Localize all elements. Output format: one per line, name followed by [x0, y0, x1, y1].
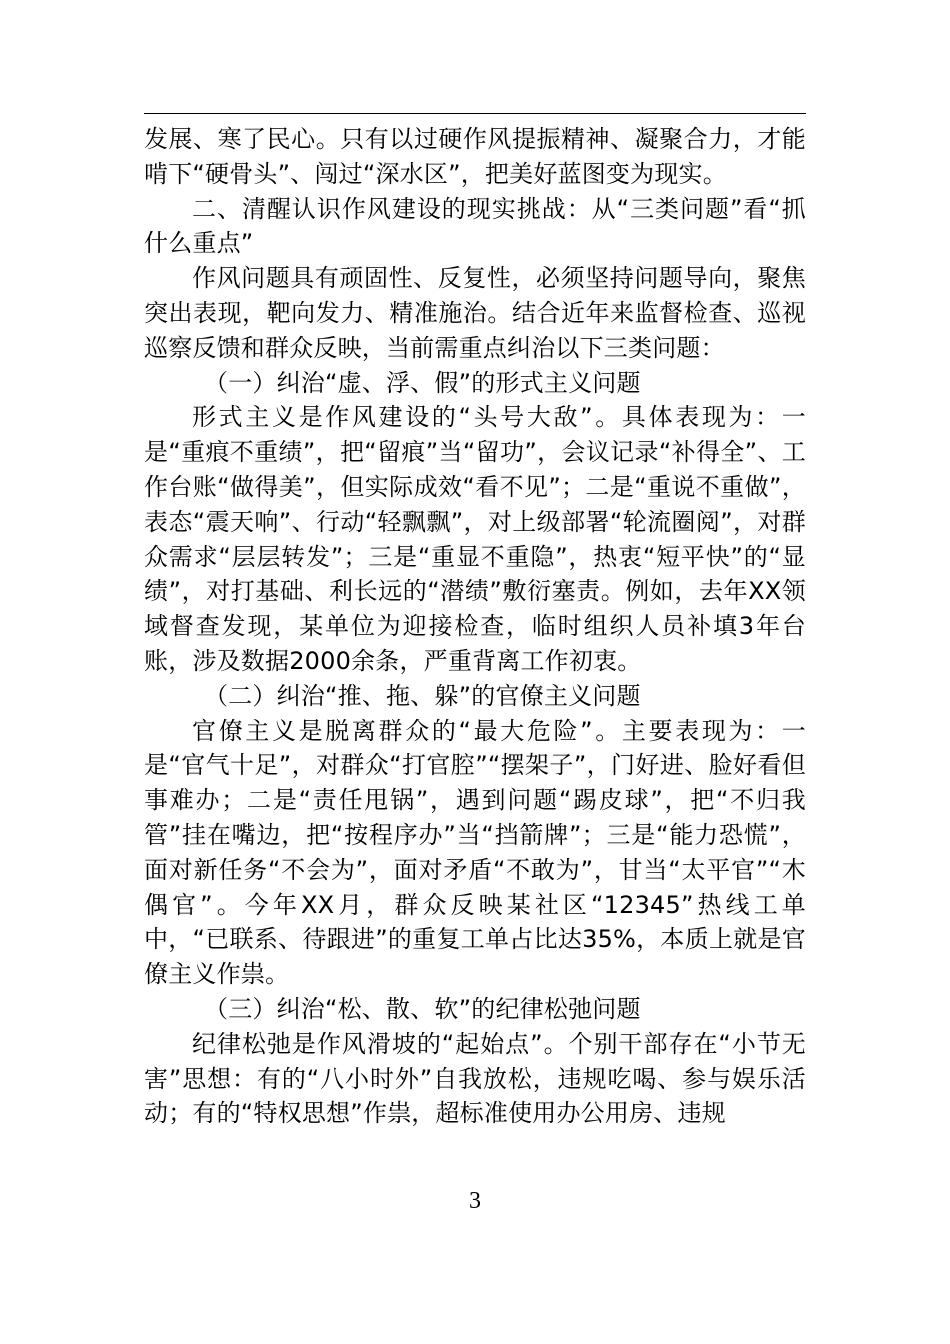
paragraph-continued: 发展、寒了民心。只有以过硬作风提振精神、凝聚合力，才能啃下“硬骨头”、闯过“深水区”，把美好蓝图变为现实。 — [144, 125, 806, 188]
header-rule — [144, 113, 806, 114]
section-heading: 二、清醒认识作风建设的现实挑战：从“三类问题”看“抓什么重点” — [144, 194, 806, 258]
sub-heading-bureaucratism: （二）纠治“推、拖、躲”的官僚主义问题 — [204, 681, 641, 710]
body-paragraph: 作风问题具有顽固性、反复性，必须坚持问题导向，聚焦突出表现，靶向发力、精准施治。结合近年来监督检查、巡视巡察反馈和群众反映，当前需重点纠治以下三类问题： — [144, 264, 806, 362]
sub-heading-discipline: （三）纠治“松、散、软”的纪律松弛问题 — [204, 994, 641, 1023]
body-paragraph: 形式主义是作风建设的“头号大敌”。具体表现为：一是“重痕不重绩”，把“留痕”当“留功”，会议记录“补得全”、工作台账“做得美”，但实际成效“看不见”；二是“重说不重做”，表态“震天响”、行动“轻飘飘”，对上级部署“轮流圈阅”，对群众需求“层层转发”；三是“重显不重隐”，热衷“短平快”的“显绩”，对打基础、利长远的“潜绩”敷衍塞责。例如，去年XX领域督查发现，某单位为迎接检查，临时组织人员补填3年台账，涉及数据2000余条，严重背离工作初衷。 — [144, 403, 806, 675]
sub-heading-formalism: （一）纠治“虚、浮、假”的形式主义问题 — [204, 368, 641, 397]
document-body — [144, 122, 806, 1131]
page-number: 3 — [469, 1188, 481, 1214]
body-paragraph: 官僚主义是脱离群众的“最大危险”。主要表现为：一是“官气十足”，对群众“打官腔”“摆架子”，门好进、脸好看但事难办；二是“责任甩锅”，遇到问题“踢皮球”，把“不归我管”挂在嘴边，把“按程序办”当“挡箭牌”；三是“能力恐慌”，面对新任务“不会为”，面对矛盾“不敢为”，甘当“太平官”“木偶官”。今年XX月，群众反映某社区“12345”热线工单中，“已联系、待跟进”的重复工单占比达35%，本质上就是官僚主义作祟。 — [144, 716, 806, 989]
body-paragraph: 纪律松弛是作风滑坡的“起始点”。个别干部存在“小节无害”思想：有的“八小时外”自我放松，违规吃喝、参与娱乐活动；有的“特权思想”作祟，超标准使用办公用房、违规 — [144, 1029, 806, 1128]
